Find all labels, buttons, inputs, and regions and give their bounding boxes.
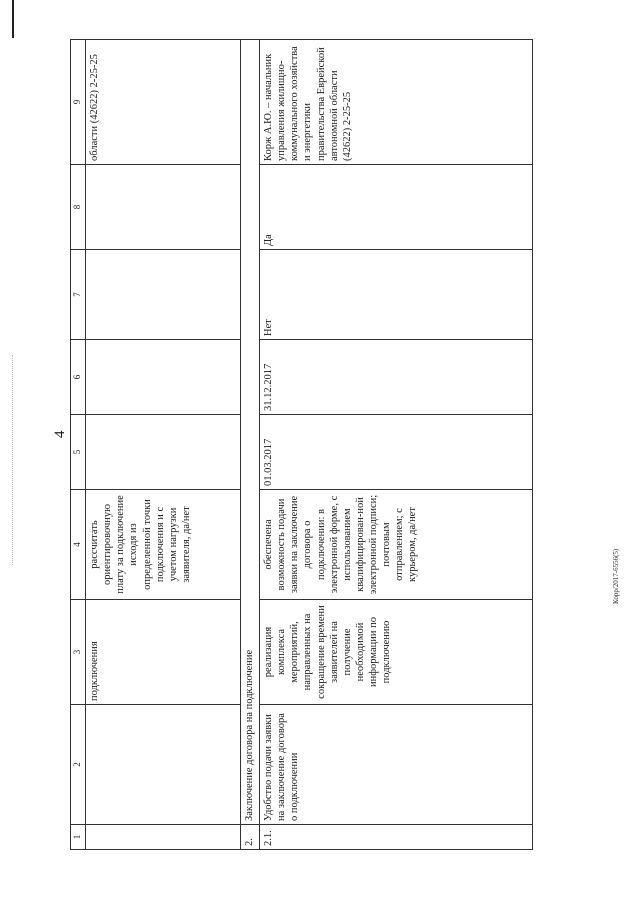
table-row-2-1 xyxy=(260,40,533,850)
header-cell: 4 xyxy=(71,490,86,600)
cell-start-date: 01.03.2017 xyxy=(260,415,533,490)
section-title: Заключение договора на подключение xyxy=(241,40,260,825)
measures-table xyxy=(70,39,533,850)
header-cell: 7 xyxy=(71,250,86,340)
header-cell: 3 xyxy=(71,600,86,705)
cell-number: 2.1. xyxy=(260,825,533,850)
scan-artifact xyxy=(12,355,14,565)
cell-responsible: Корж А.Ю. – начальник управления жилищно-коммунального хозяйства и энергетики правительства Еврейской автономной области (42622) 2-25-25 xyxy=(260,40,533,165)
cell-target: Да xyxy=(260,165,533,250)
section-number: 2. xyxy=(241,825,260,850)
cell-measure: подключения xyxy=(86,600,241,705)
page-number: 4 xyxy=(52,430,68,438)
header-cell: 6 xyxy=(71,340,86,415)
cell-end-date xyxy=(86,340,241,415)
cell-indicator: обеспечена возможность подачи заявки на заключение договора о подключении: в электронной форме, с использованием квалифицирован-ной электронной подписи; почтовым отправлением; с курьером, да/нет xyxy=(260,490,533,600)
cell-end-date: 31.12.2017 xyxy=(260,340,533,415)
cell-stage xyxy=(86,705,241,825)
cell-measure: реализация комплекса мероприятий, направленных на сокращение времени заявителей на получение необходимой информации по подключению xyxy=(260,600,533,705)
cell-stage: Удобство подачи заявки на заключение договора о подключении xyxy=(260,705,533,825)
cell-current xyxy=(86,250,241,340)
header-cell: 2 xyxy=(71,705,86,825)
cell-current: Нет xyxy=(260,250,533,340)
cell-target xyxy=(86,165,241,250)
table-row-continued xyxy=(86,40,241,850)
cell-indicator: рассчитать ориентировочную плату за подключение исходя из определенной точки подключения и с учетом нагрузки заявителя, да/нет xyxy=(86,490,241,600)
table-header-row xyxy=(71,40,86,850)
header-cell: 9 xyxy=(71,40,86,165)
table-section-row xyxy=(241,40,260,850)
binding-line-top xyxy=(12,0,14,38)
footer-code: Корр/2017-6556(5) xyxy=(612,548,620,604)
header-cell: 5 xyxy=(71,415,86,490)
cell-number xyxy=(86,825,241,850)
cell-start-date xyxy=(86,415,241,490)
cell-responsible: области (42622) 2-25-25 xyxy=(86,40,241,165)
header-cell: 1 xyxy=(71,825,86,850)
header-cell: 8 xyxy=(71,165,86,250)
rotated-page-content xyxy=(70,40,610,850)
